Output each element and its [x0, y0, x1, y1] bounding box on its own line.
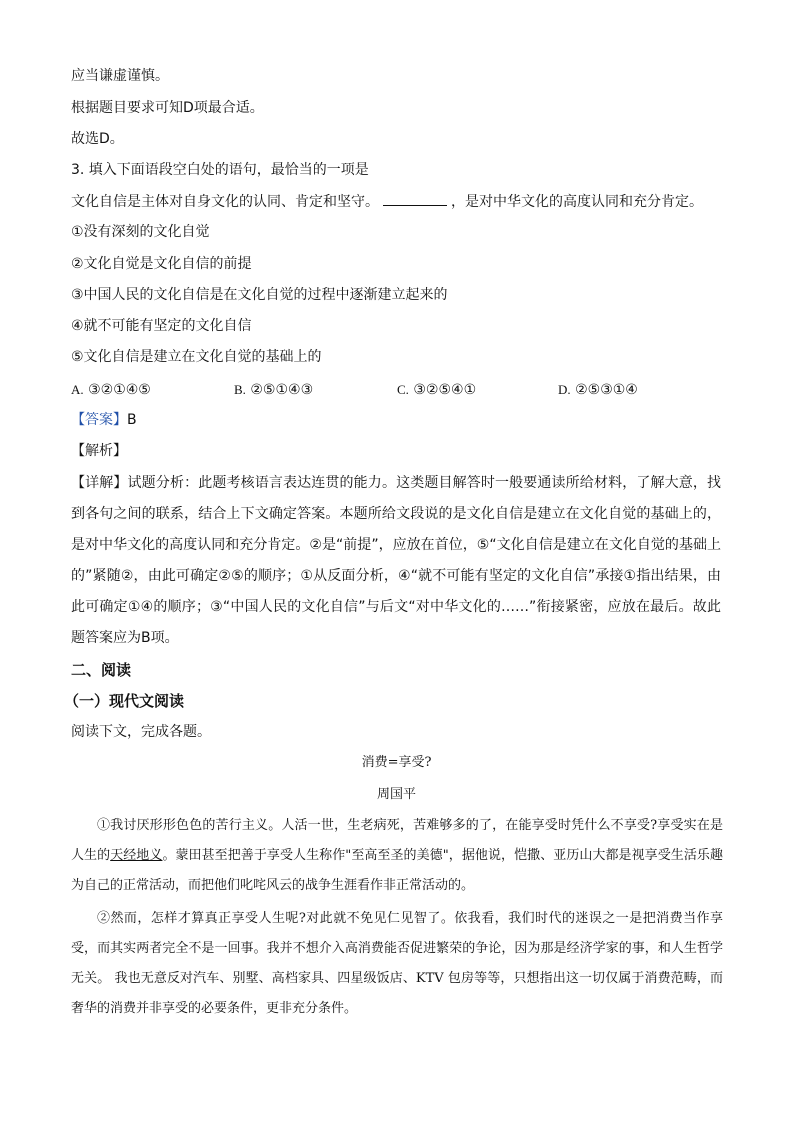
article-title: 消费=享受? — [361, 755, 432, 770]
prev-answer-line-2: 根据题目要求可知D项最合适。 — [71, 100, 264, 116]
option-a-letter: A. — [71, 382, 84, 397]
option-a — [71, 380, 151, 400]
p1-underlined-term: 天经地义 — [110, 848, 163, 863]
prev-answer-line-1: 应当谦虚谨慎。 — [71, 68, 169, 84]
question-passage — [71, 191, 703, 212]
section-subtitle: （一）现代文阅读 — [64, 692, 185, 710]
article-paragraph-2: ②然而，怎样才算真正享受人生呢?对此就不免见仁见智了。依我看，我们时代的迷误之一是把消费当作享受，而其实两者完全不是一回事。我并不想介入高消费能否促进繁荣的争论，因为那是经济学家的事，和人生哲学无关。 我也无意反对汽车、别墅、高档家具、四星级饭店、KTV 包房等等，只想指出这一切仅属于消费范畴，而奢华的消费并非享受的必要条件，更非充分条件。 — [71, 911, 723, 1016]
fill-blank — [383, 191, 447, 206]
option-d — [558, 380, 638, 400]
sentence-item-3: ③中国人民的文化自信是在文化自觉的过程中逐渐建立起来的 — [71, 287, 448, 303]
passage-after-blank: ，是对中华文化的高度认同和充分肯定。 — [451, 194, 703, 210]
sentence-item-5: ⑤文化自信是建立在文化自觉的基础上的 — [71, 349, 322, 365]
answer-tag: 【答案】 — [71, 412, 127, 428]
option-d-text: ②⑤③①④ — [575, 382, 638, 398]
sentence-item-2: ②文化自觉是文化自信的前提 — [71, 256, 252, 272]
option-d-letter: D. — [558, 382, 571, 397]
passage-before-blank: 文化自信是主体对自身文化的认同、肯定和坚守。 — [71, 194, 379, 210]
option-b-text: ②⑤①④③ — [250, 382, 314, 398]
answer-line — [71, 410, 137, 430]
p1-part-b: 。蒙田甚至把善于享受人生称作"至高至圣的美德"，据他说，恺撒、亚历山大都是视享受生活乐趣为自己的正常活动，而把他们叱咤风云的战争生涯看作非正常活动的。 — [71, 848, 723, 893]
detail-text: 试题分析：此题考核语言表达连贯的能力。这类题目解答时一般要通读所给材料，了解大意，找到各句之间的联系，结合上下文确定答案。本题所给文段说的是文化自信是建立在文化自觉的基础上的，是对中华文化的高度认同和充分肯定。②是“前提”，应放在首位，⑤“文化自信是建立在文化自觉的基础上的”紧随②，由此可确定②⑤的顺序；①从反面分析，④“就不可能有坚定的文化自信”承接①指出结果，由此可确定①④的顺序；③“中国人民的文化自信”与后文“对中华文化的……”衔接紧密，应放在最后。故此题答案应为B项。 — [71, 475, 722, 646]
answer-value: B — [127, 412, 137, 428]
p1-part-a: ①我讨厌形形色色的苦行主义。人活一世，生老病死，苦难够多的了，在能享受时凭什么不享受?享受实在是人生的 — [71, 818, 723, 863]
option-c-letter: C. — [397, 382, 409, 397]
option-a-text: ③②①④⑤ — [88, 382, 151, 398]
section-instruction: 阅读下文，完成各题。 — [71, 724, 211, 740]
article-author: 周国平 — [376, 787, 416, 802]
option-b-letter: B. — [234, 382, 246, 397]
option-c — [397, 380, 476, 400]
option-c-text: ③②⑤④① — [413, 382, 477, 398]
analysis-tag: 【解析】 — [71, 443, 127, 459]
sentence-item-1: ①没有深刻的文化自觉 — [71, 224, 210, 240]
detail-tag: 【详解】 — [71, 475, 128, 491]
sentence-item-4: ④就不可能有坚定的文化自信 — [71, 318, 252, 334]
section-title: 二、阅读 — [71, 661, 132, 679]
prev-answer-line-3: 故选D。 — [71, 131, 124, 147]
option-b — [234, 380, 313, 400]
article-paragraph-1 — [71, 811, 723, 901]
question-stem: 3. 填入下面语段空白处的语句，最恰当的一项是 — [71, 162, 369, 178]
detail-paragraph — [71, 468, 721, 654]
